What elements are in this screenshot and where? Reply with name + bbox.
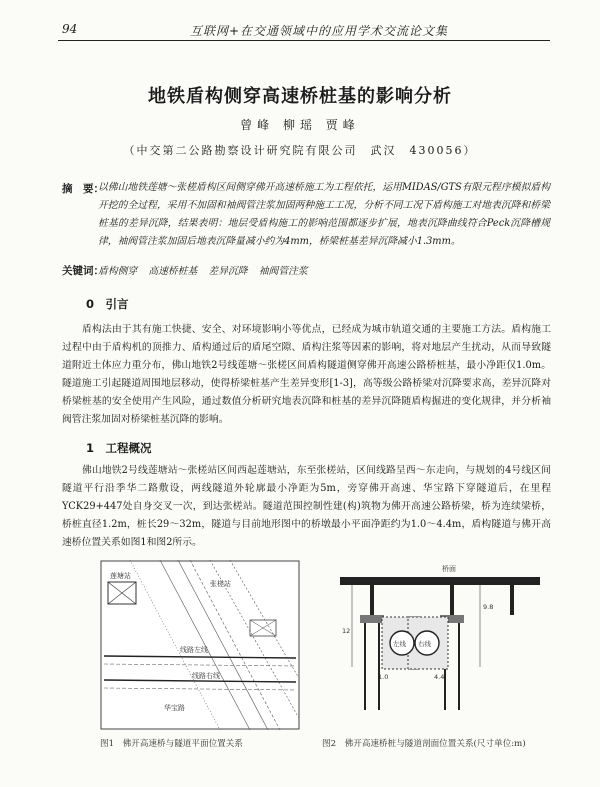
figure1-label-road: 华宝路 bbox=[164, 704, 185, 712]
figure1-plan-map bbox=[100, 560, 300, 730]
figure2-pier bbox=[370, 585, 374, 615]
figure2-dim-98: 9.8 bbox=[483, 603, 494, 611]
section-text-overview: 佛山地铁2号线莲塘站～张槎站区间西起莲塘站，东至张槎站，区间线路呈西～东走向，与规划的4号线区间隧道平行沿季华二路敷设，两线隧道外轮廓最小净距为5m，旁穿佛开高速、华宝路下穿隧道后，在里程YCK29+447处自身交叉一次，到达张槎站。隧道范围控制性建(构)筑物为佛开高速公路桥梁，桥为连续梁桥，桥桩直径1.2m，桩长29～32m，隧道与目前地形图中的桥墩最小平面净距约为1.0～4.4m，盾构隧道与佛开高速桥位置关系如图1和图2所示。 bbox=[62, 465, 551, 548]
keywords-label: 关键词： bbox=[62, 265, 104, 277]
figure2-pier bbox=[510, 585, 514, 615]
figure2-dim-10: 1.0 bbox=[378, 673, 389, 681]
figure1-caption: 图1 佛开高速桥与隧道平面位置关系 bbox=[100, 739, 243, 749]
figure2-label-left-tunnel: 左线 bbox=[393, 640, 406, 648]
figure2-dim-44: 4.4 bbox=[434, 673, 445, 681]
section-heading-introduction: 0 引言 bbox=[86, 297, 129, 311]
figure2-pier bbox=[450, 585, 454, 615]
page-number: 94 bbox=[62, 22, 78, 36]
journal-title: 互联网+在交通领域中的应用学术交流论文集 bbox=[190, 24, 449, 38]
figure2-label-deck: 桥面 bbox=[442, 565, 456, 573]
figure2-dim-12: 12 bbox=[342, 627, 351, 635]
keywords-list bbox=[98, 263, 308, 277]
figure1-label-zhang: 张槎站 bbox=[210, 580, 231, 588]
abstract-text: 以佛山地铁莲塘～张槎盾构区间侧穿佛开高速桥施工为工程依托，运用MIDAS/GTS有限元程序模拟盾构开挖的全过程，采用不加固和袖阀管注浆加固两种施工工况，分析不同工况下盾构施工对地表沉降和桥梁桩基的差异沉降，结果表明：地层受盾构施工的影响范围都逐步扩展，地表沉降曲线符合Peck沉降槽规律，袖阀管注浆加固后地表沉降量减小约为4mm，桥梁桩基差异沉降减小1.3mm。 bbox=[98, 182, 550, 247]
abstract-label: 摘 要： bbox=[62, 183, 104, 195]
figure2-section-diagram bbox=[330, 555, 545, 730]
header-rule bbox=[58, 40, 550, 41]
figure2-label-right-tunnel: 右线 bbox=[418, 640, 431, 648]
figure2-bridge-deck bbox=[340, 577, 540, 585]
article-authors: 曾峰 柳瑶 贾峰 bbox=[240, 118, 360, 132]
figure1-label-right: 线路右线 bbox=[192, 672, 220, 680]
figure2-caption: 图2 佛开高速桥桩与隧道剖面位置关系(尺寸单位:m) bbox=[322, 739, 526, 749]
section-text-introduction: 盾构法由于其有施工快捷、安全、对环境影响小等优点，已经成为城市轨道交通的主要施工方法。盾构施工过程中由于盾构机的顶推力、盾构通过后的盾尾空隙、盾构注浆等因素的影响，将对地层产生扰动，从而导致隧道附近土体应力重分布，佛山地铁2号线莲塘～张槎区间盾构隧道侧穿佛开高速公路桥桩基，最小净距仅1.0m。隧道施工引起隧道周围地层移动，使得桥梁桩基产生差异变形[1-3]，高等级公路桥梁对沉降要求高，差异沉降对桥梁桩基的安全使用产生风险，通过数值分析研究地表沉降和桩基的差异沉降随盾构掘进的变化规律，并分析袖阀管注浆加固对桥梁桩基沉降的影响。 bbox=[62, 324, 551, 425]
keyword: 盾构侧穿 bbox=[98, 266, 138, 277]
section-heading-overview: 1 工程概况 bbox=[86, 441, 152, 455]
article-affiliation: （中交第二公路勘察设计研究院有限公司 武汉 430056） bbox=[123, 144, 477, 157]
figure1-label-station: 莲塘站 bbox=[110, 572, 131, 580]
keyword: 差异沉降 bbox=[208, 266, 248, 277]
keyword: 袖阀管注浆 bbox=[258, 266, 308, 277]
article-title: 地铁盾构侧穿高速桥桩基的影响分析 bbox=[148, 86, 452, 107]
figure1-label-left: 线路左线 bbox=[180, 646, 208, 654]
figure2-pile-cap bbox=[360, 615, 384, 623]
keyword: 高速桥桩基 bbox=[148, 266, 198, 277]
